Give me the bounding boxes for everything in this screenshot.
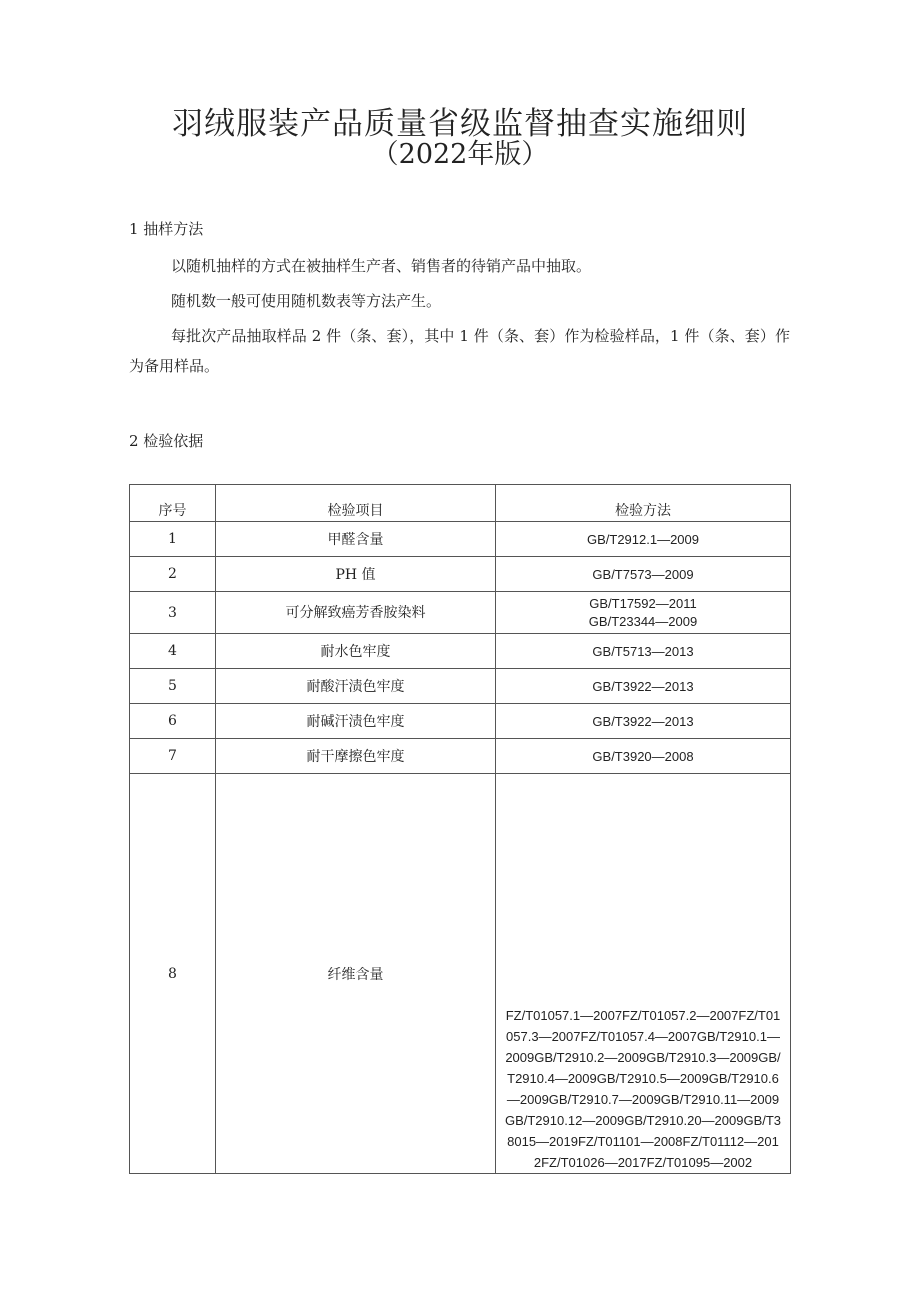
paragraph-sampling-method: 以随机抽样的方式在被抽样生产者、销售者的待销产品中抽取。 [171, 257, 592, 275]
paragraph-random-number: 随机数一般可使用随机数表等方法产生。 [171, 292, 442, 310]
row-no: 7 [130, 739, 216, 774]
table-row [130, 592, 791, 634]
document-title: 羽绒服装产品质量省级监督抽查实施细则 [172, 106, 748, 142]
row-item: 耐酸汗渍色牢度 [216, 669, 496, 704]
section-2-heading: 2 检验依据 [129, 432, 204, 450]
row-item: 可分解致癌芳香胺染料 [216, 592, 496, 634]
header-no: 序号 [130, 485, 216, 522]
section-1-heading: 1 抽样方法 [129, 220, 204, 238]
row-method: GB/T5713—2013 [496, 634, 791, 669]
document-subtitle: （2022年版） [371, 139, 549, 170]
paragraph-sample-quantity: 每批次产品抽取样品 2 件（条、套），其中 1 件（条、套）作为检验样品，1 件（条、套）作为备用样品。 [129, 327, 790, 375]
row-no: 6 [130, 704, 216, 739]
header-item: 检验项目 [216, 485, 496, 522]
row-no: 5 [130, 669, 216, 704]
row-no: 8 [130, 774, 216, 1174]
row-item: PH 值 [216, 557, 496, 592]
row-item: 耐碱汗渍色牢度 [216, 704, 496, 739]
header-method: 检验方法 [496, 485, 791, 522]
table-row [130, 557, 791, 592]
row-method [496, 592, 791, 634]
row-item: 耐水色牢度 [216, 634, 496, 669]
row-item: 耐干摩擦色牢度 [216, 739, 496, 774]
table-row [130, 634, 791, 669]
table-row [130, 704, 791, 739]
row-no: 1 [130, 522, 216, 557]
table-header-row [130, 485, 791, 522]
row-method: GB/T7573—2009 [496, 557, 791, 592]
table-row [130, 522, 791, 557]
row-no: 3 [130, 592, 216, 634]
row-method-line: GB/T17592—2011 [589, 595, 697, 611]
table-row [130, 669, 791, 704]
row-method: FZ/T01057.1—2007FZ/T01057.2—2007FZ/T01057.3—2007FZ/T01057.4—2007GB/T2910.1—2009GB/T2910.2—2009GB/T2910.3—2009GB/T2910.4—2009GB/T2910.5—2009GB/T2910.6—2009GB/T2910.7—2009GB/T2910.11—2009GB/T2910.12—2009GB/T2910.20—2009GB/T38015—2019FZ/T01101—2008FZ/T01112—2012FZ/T01026—2017FZ/T01095—2002 [496, 774, 791, 1174]
table-row [130, 774, 791, 1174]
row-method-line: GB/T23344—2009 [588, 613, 698, 629]
row-no: 2 [130, 557, 216, 592]
row-item: 甲醛含量 [216, 522, 496, 557]
row-no: 4 [130, 634, 216, 669]
row-method: GB/T3922—2013 [496, 669, 791, 704]
row-method: GB/T3922—2013 [496, 704, 791, 739]
row-method: GB/T2912.1—2009 [496, 522, 791, 557]
inspection-table [129, 484, 791, 1174]
row-item: 纤维含量 [216, 774, 496, 1174]
row-method: GB/T3920—2008 [496, 739, 791, 774]
table-row [130, 739, 791, 774]
